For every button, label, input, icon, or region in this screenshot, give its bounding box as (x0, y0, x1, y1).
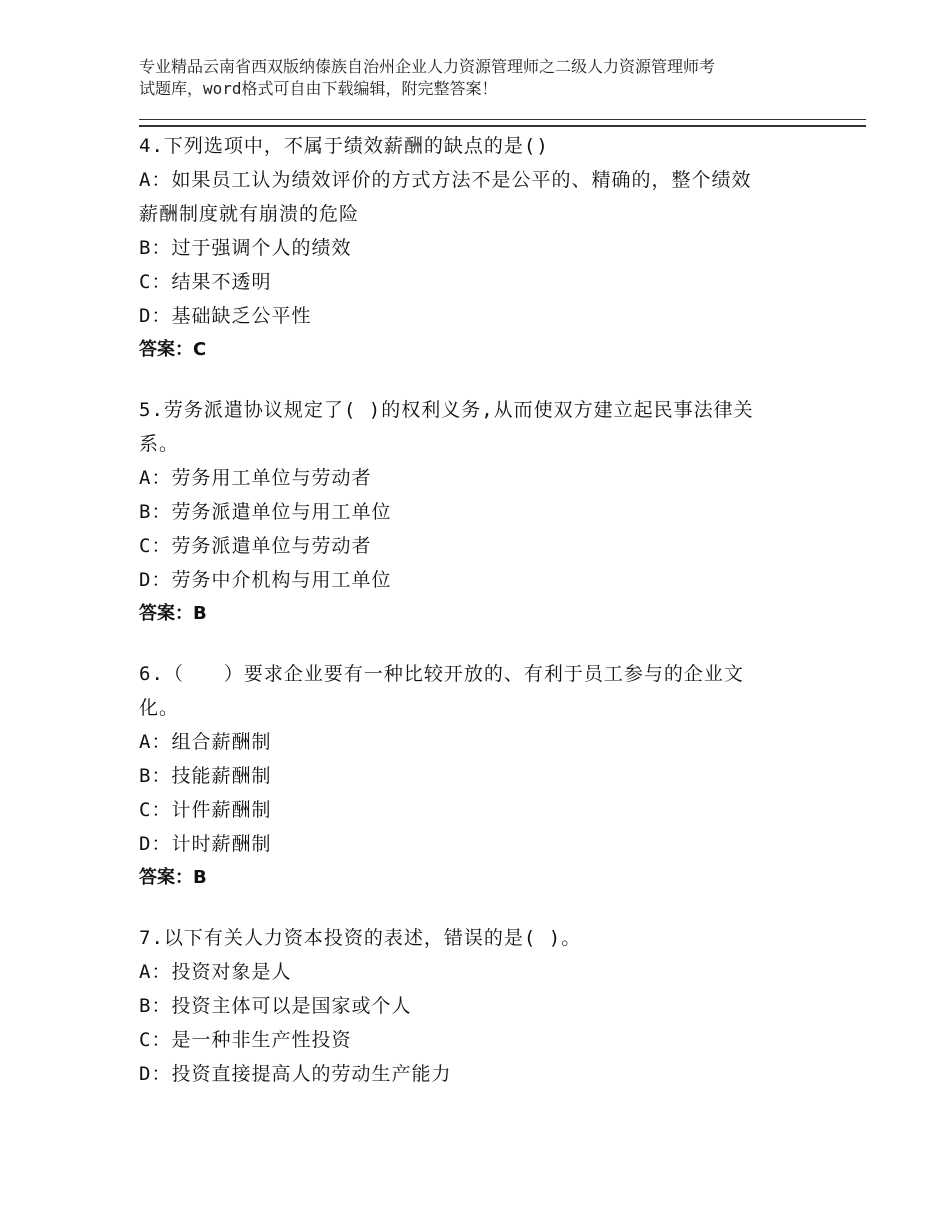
option-b: B：过于强调个人的绩效 (139, 237, 352, 259)
question-stem-continuation: 化。 (139, 697, 180, 719)
option-a: A：如果员工认为绩效评价的方式方法不是公平的、精确的，整个绩效 (139, 169, 752, 191)
question-stem-continuation: 系。 (139, 433, 180, 455)
option-b: B：劳务派遣单位与用工单位 (139, 501, 392, 523)
header-divider (139, 119, 866, 127)
option-b: B：技能薪酬制 (139, 765, 272, 787)
option-a: A：投资对象是人 (139, 961, 292, 983)
option-a: A：组合薪酬制 (139, 731, 272, 753)
option-a: A：劳务用工单位与劳动者 (139, 467, 372, 489)
question-4 (139, 129, 829, 367)
answer-label: 答案：B (139, 603, 207, 624)
header-title-line-1: 专业精品云南省西双版纳傣族自治州企业人力资源管理师之二级人力资源管理师考 (139, 57, 716, 76)
option-d: D：基础缺乏公平性 (139, 305, 312, 327)
question-7 (139, 921, 829, 1091)
option-d: D：投资直接提高人的劳动生产能力 (139, 1063, 452, 1085)
answer-label: 答案：B (139, 867, 207, 888)
question-stem: 4.下列选项中，不属于绩效薪酬的缺点的是() (139, 135, 549, 157)
option-b: B：投资主体可以是国家或个人 (139, 995, 412, 1017)
option-d: D：计时薪酬制 (139, 833, 272, 855)
question-6 (139, 657, 829, 895)
option-c: C：劳务派遣单位与劳动者 (139, 535, 372, 557)
answer-label: 答案：C (139, 339, 207, 360)
option-c: C：计件薪酬制 (139, 799, 272, 821)
question-stem: 5.劳务派遣协议规定了( )的权利义务,从而使双方建立起民事法律关 (139, 399, 754, 421)
option-a-continuation: 薪酬制度就有崩溃的危险 (139, 203, 360, 225)
option-d: D：劳务中介机构与用工单位 (139, 569, 392, 591)
question-stem: 7.以下有关人力资本投资的表述，错误的是( )。 (139, 927, 582, 949)
document-header (139, 56, 839, 100)
question-5 (139, 393, 829, 631)
option-c: C：结果不透明 (139, 271, 272, 293)
option-c: C：是一种非生产性投资 (139, 1029, 352, 1051)
question-list (139, 129, 829, 1117)
question-stem: 6.（ ）要求企业要有一种比较开放的、有利于员工参与的企业文 (139, 663, 744, 685)
header-title-line-2: 试题库，word格式可自由下载编辑，附完整答案！ (139, 79, 498, 98)
